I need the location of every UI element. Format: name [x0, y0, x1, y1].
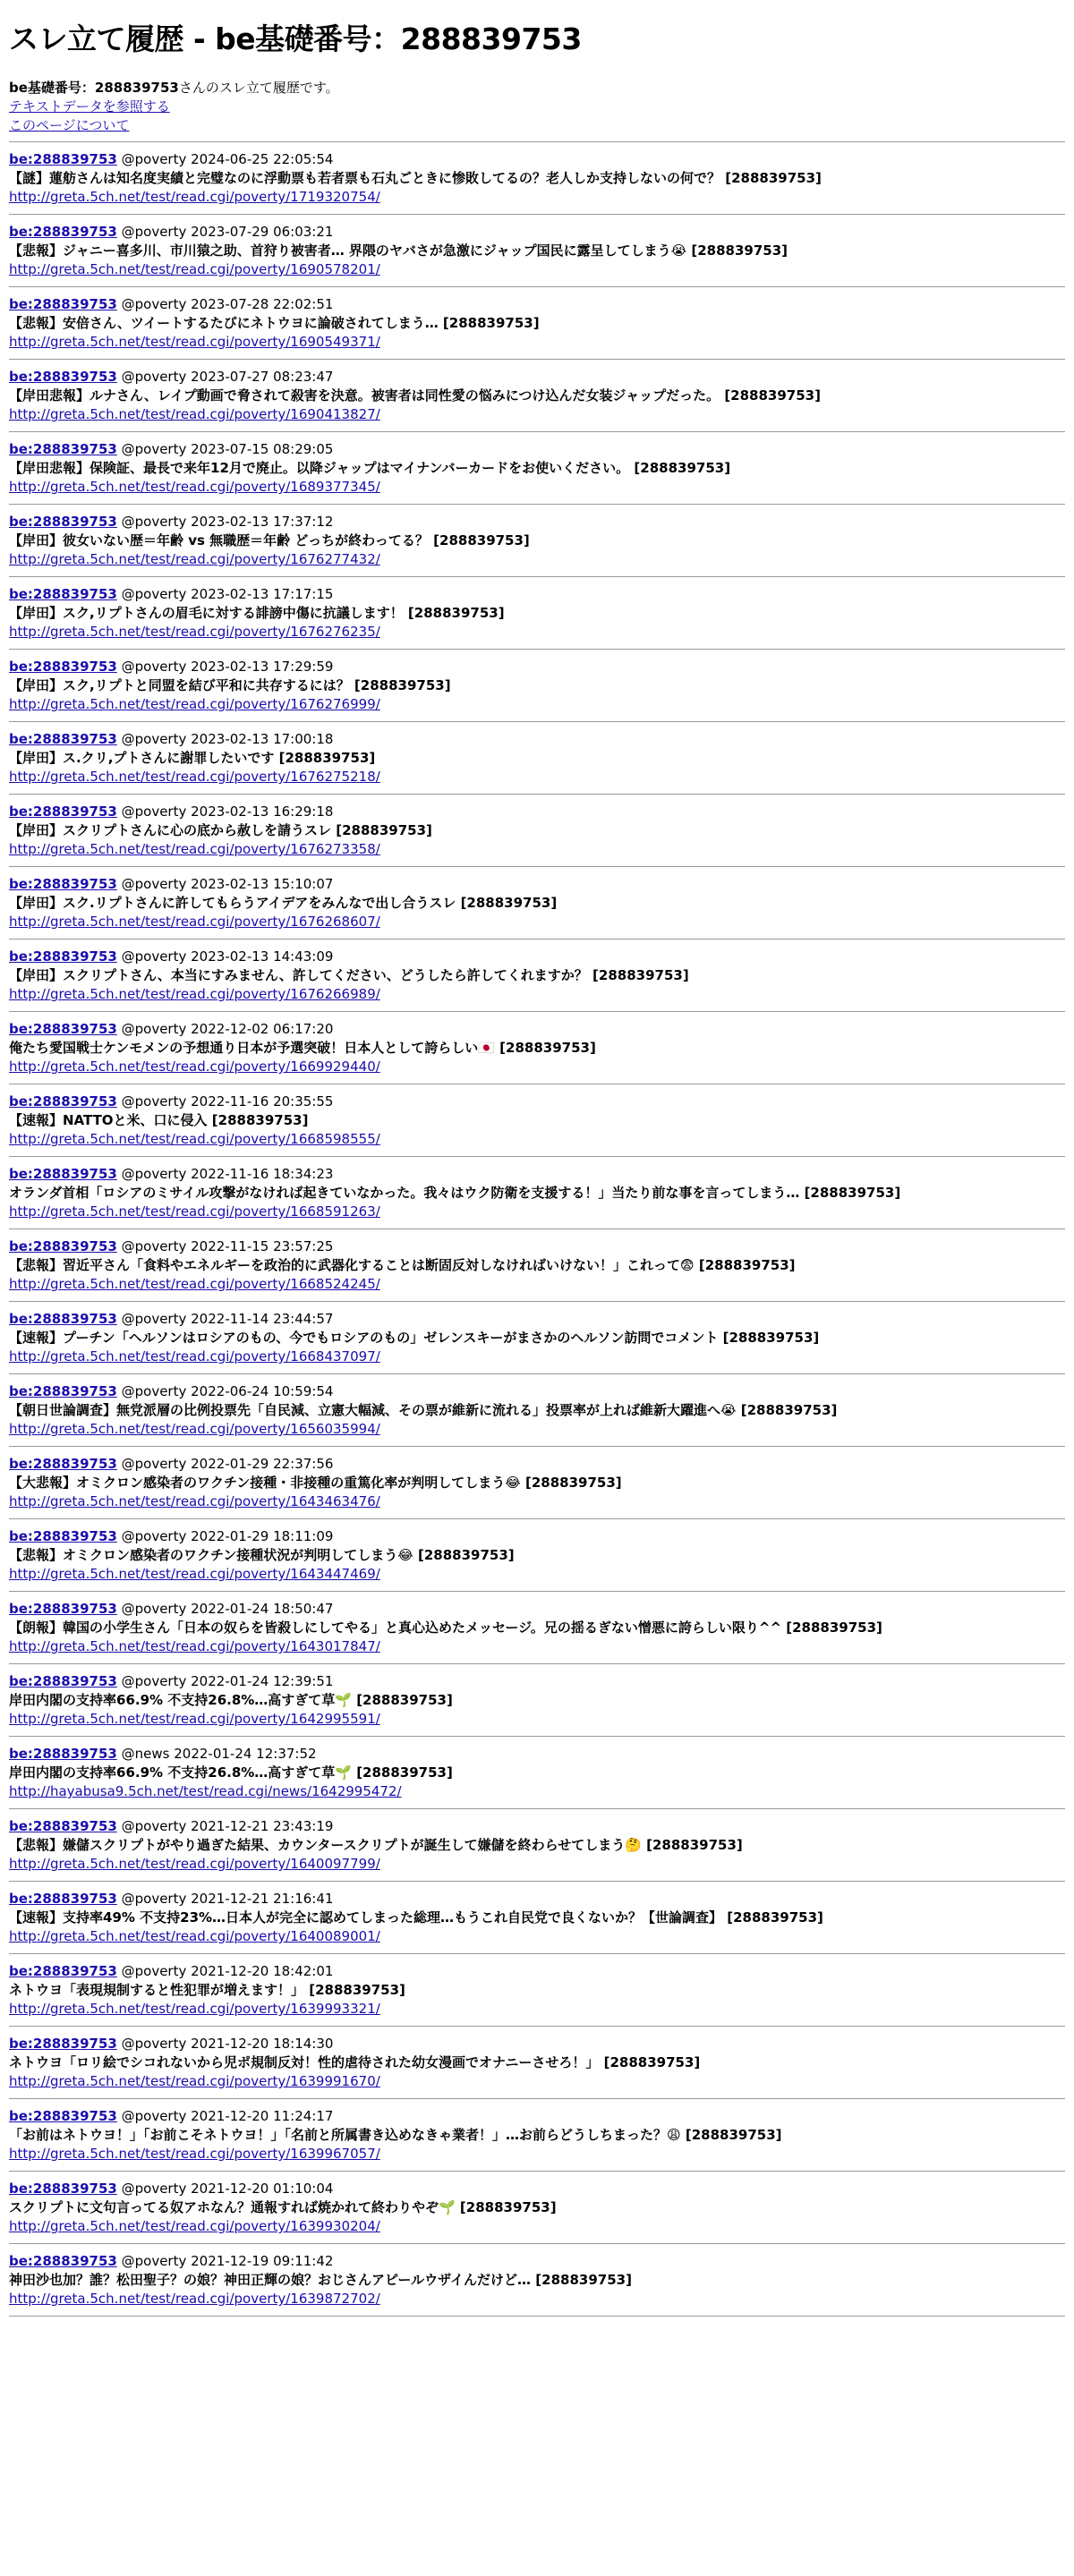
entry-header — [9, 1382, 1065, 1401]
be-id-link[interactable]: be:288839753 — [9, 369, 117, 385]
be-id-link[interactable]: be:288839753 — [9, 803, 117, 820]
entry-header — [9, 1237, 1065, 1256]
divider — [9, 431, 1065, 432]
board-name: @poverty — [121, 1673, 187, 1689]
divider — [9, 1518, 1065, 1519]
entry-header — [9, 1817, 1065, 1836]
list-item — [9, 513, 1065, 569]
divider — [9, 1228, 1065, 1229]
entry-header — [9, 2252, 1065, 2271]
divider — [9, 2171, 1065, 2172]
list-item — [9, 1237, 1065, 1294]
be-id-link[interactable]: be:288839753 — [9, 1746, 117, 1762]
post-date: 2022-11-15 23:57:25 — [191, 1238, 334, 1254]
board-name: @poverty — [121, 1093, 187, 1109]
be-id-link[interactable]: be:288839753 — [9, 1383, 117, 1399]
thread-title: 【速報】プーチン「ヘルソンはロシアのもの、今でもロシアのもの」ゼレンスキーがまさかのヘルソン訪問でコメント [288839753] — [9, 1330, 820, 1346]
list-item — [9, 1310, 1065, 1366]
divider — [9, 504, 1065, 505]
entry-header — [9, 2180, 1065, 2198]
entry-header — [9, 1092, 1065, 1111]
thread-title: 「お前はネトウヨ！」「お前こそネトウヨ！」「名前と所属書き込めなきゃ業者！」…お前らどうしちまった？😩 [288839753] — [9, 2127, 782, 2143]
thread-title: 【岸田】ス.クリ,プトさんに謝罪したいです [288839753] — [9, 750, 376, 766]
thread-url-link[interactable]: http://greta.5ch.net/test/read.cgi/poverty/1689377345/ — [9, 479, 380, 495]
post-date: 2022-01-29 18:11:09 — [191, 1528, 334, 1544]
be-id-link[interactable]: be:288839753 — [9, 1311, 117, 1327]
entry-header — [9, 513, 1065, 531]
post-date: 2022-01-24 12:39:51 — [191, 1673, 334, 1689]
list-item — [9, 803, 1065, 859]
thread-history-list — [9, 150, 1065, 2317]
thread-title: 【朝日世論調査】無党派層の比例投票先「自民減、立憲大幅減、その票が維新に流れる」投票率が上れば維新大躍進へ😭 [288839753] — [9, 1402, 838, 1418]
list-item — [9, 295, 1065, 352]
be-id-link[interactable]: be:288839753 — [9, 1166, 117, 1182]
post-date: 2021-12-21 23:43:19 — [191, 1818, 334, 1834]
thread-url-link[interactable]: http://greta.5ch.net/test/read.cgi/poverty/1676275218/ — [9, 769, 380, 785]
be-id-link[interactable]: be:288839753 — [9, 151, 117, 167]
board-name: @poverty — [121, 1311, 187, 1327]
list-item — [9, 440, 1065, 497]
post-date: 2022-01-24 18:50:47 — [191, 1601, 334, 1617]
be-id-link[interactable]: be:288839753 — [9, 1963, 117, 1979]
intro — [9, 79, 1065, 135]
be-id-link[interactable]: be:288839753 — [9, 1673, 117, 1689]
thread-url-link[interactable]: http://greta.5ch.net/test/read.cgi/poverty/1640089001/ — [9, 1928, 380, 1944]
divider — [9, 794, 1065, 795]
be-id-link[interactable]: be:288839753 — [9, 1601, 117, 1617]
divider — [9, 1736, 1065, 1737]
divider — [9, 141, 1065, 142]
intro-line — [9, 79, 1065, 98]
thread-title: 【岸田】スク.リプトさんに許してもらうアイデアをみんなで出し合うスレ [288839753] — [9, 895, 558, 911]
thread-url-link[interactable]: http://greta.5ch.net/test/read.cgi/poverty/1676276999/ — [9, 696, 380, 712]
list-item — [9, 585, 1065, 642]
entry-header — [9, 368, 1065, 387]
post-date: 2022-11-14 23:44:57 — [191, 1311, 334, 1327]
be-id-link[interactable]: be:288839753 — [9, 1528, 117, 1544]
entry-header — [9, 2107, 1065, 2126]
entry-header — [9, 948, 1065, 966]
divider — [9, 1373, 1065, 1374]
board-name: @poverty — [121, 2036, 187, 2052]
post-date: 2022-01-24 12:37:52 — [174, 1746, 317, 1762]
post-date: 2023-07-29 06:03:21 — [191, 224, 334, 240]
list-item — [9, 368, 1065, 424]
thread-title: 【岸田】彼女いない歴＝年齢 vs 無職歴＝年齢 どっちが終わってる？ [288839753] — [9, 532, 530, 548]
thread-url-link[interactable]: http://greta.5ch.net/test/read.cgi/poverty/1676277432/ — [9, 551, 380, 567]
thread-url-link[interactable]: http://hayabusa9.5ch.net/test/read.cgi/news/1642995472/ — [9, 1783, 402, 1799]
board-name: @poverty — [121, 948, 187, 965]
list-item — [9, 150, 1065, 207]
divider — [9, 576, 1065, 577]
post-date: 2023-02-13 17:17:15 — [191, 586, 334, 602]
post-date: 2021-12-20 01:10:04 — [191, 2181, 334, 2197]
divider — [9, 2098, 1065, 2099]
entry-header — [9, 658, 1065, 676]
list-item — [9, 730, 1065, 786]
entry-header — [9, 150, 1065, 169]
thread-title: 岸田内閣の支持率66.9% 不支持26.8%…高すぎて草🌱 [288839753] — [9, 1764, 453, 1781]
post-date: 2024-06-25 22:05:54 — [191, 151, 334, 167]
list-item — [9, 2252, 1065, 2308]
entry-header — [9, 1962, 1065, 1981]
post-date: 2023-07-28 22:02:51 — [191, 296, 334, 312]
post-date: 2021-12-20 18:14:30 — [191, 2036, 334, 2052]
divider — [9, 1301, 1065, 1302]
divider — [9, 1663, 1065, 1664]
divider — [9, 1591, 1065, 1592]
thread-url-link[interactable]: http://greta.5ch.net/test/read.cgi/poverty/1668591263/ — [9, 1203, 380, 1220]
about-page-link[interactable]: このページについて — [9, 117, 130, 133]
thread-url-link[interactable]: http://greta.5ch.net/test/read.cgi/poverty/1668598555/ — [9, 1131, 380, 1147]
divider — [9, 721, 1065, 722]
thread-title: 【悲報】嫌儲スクリプトがやり過ぎた結果、カウンタースクリプトが誕生して嫌儲を終わらせてしまう🤔 [288839753] — [9, 1837, 743, 1853]
list-item — [9, 2035, 1065, 2091]
entry-header — [9, 1527, 1065, 1546]
divider — [9, 214, 1065, 215]
thread-title: 【岸田】スク,リプトと同盟を結び平和に共存するには？ [288839753] — [9, 677, 451, 693]
thread-title: 岸田内閣の支持率66.9% 不支持26.8%…高すぎて草🌱 [288839753] — [9, 1692, 453, 1708]
thread-url-link[interactable]: http://greta.5ch.net/test/read.cgi/poverty/1676276235/ — [9, 624, 380, 640]
thread-title: 【速報】支持率49% 不支持23%…日本人が完全に認めてしまった総理…もうこれ自民党で良くないか？【世論調査】 [288839753] — [9, 1909, 823, 1926]
be-id-link[interactable]: be:288839753 — [9, 2036, 117, 2052]
list-item — [9, 1020, 1065, 1076]
be-id-link[interactable]: be:288839753 — [9, 1093, 117, 1109]
thread-title: 【岸田】スク,リプトさんの眉毛に対する誹謗中傷に抗議します！ [288839753] — [9, 605, 505, 621]
be-id-link[interactable]: be:288839753 — [9, 2253, 117, 2269]
board-name: @poverty — [121, 586, 187, 602]
board-name: @poverty — [121, 441, 187, 457]
thread-title: ネトウヨ「ロリ絵でシコれないから児ポ規制反対！性的虐待された幼女漫画でオナニーさせろ！」 [288839753] — [9, 2054, 701, 2070]
list-item — [9, 1455, 1065, 1511]
thread-url-link[interactable]: http://greta.5ch.net/test/read.cgi/poverty/1668524245/ — [9, 1276, 380, 1292]
thread-title: 【大悲報】オミクロン感染者のワクチン接種・非接種の重篤化率が判明してしまう😂 [288839753] — [9, 1475, 622, 1491]
post-date: 2021-12-19 09:11:42 — [191, 2253, 334, 2269]
entry-header — [9, 803, 1065, 821]
be-id-link[interactable]: be:288839753 — [9, 2181, 117, 2197]
post-date: 2021-12-21 21:16:41 — [191, 1891, 334, 1907]
divider — [9, 866, 1065, 867]
list-item — [9, 2107, 1065, 2164]
divider — [9, 2316, 1065, 2317]
divider — [9, 359, 1065, 360]
post-date: 2022-11-16 20:35:55 — [191, 1093, 334, 1109]
list-item — [9, 1890, 1065, 1946]
intro-text: さんのスレ立て履歴です。 — [178, 80, 339, 96]
board-name: @poverty — [121, 224, 187, 240]
entry-header — [9, 1455, 1065, 1474]
thread-url-link[interactable]: http://greta.5ch.net/test/read.cgi/poverty/1639967057/ — [9, 2146, 380, 2162]
thread-url-link[interactable]: http://greta.5ch.net/test/read.cgi/poverty/1639993321/ — [9, 2001, 380, 2017]
post-date: 2023-02-13 15:10:07 — [191, 876, 334, 892]
post-date: 2023-02-13 17:00:18 — [191, 731, 334, 747]
thread-title: 【岸田】スクリプトさん、本当にすみません、許してください、どうしたら許してくれますか？ [288839753] — [9, 967, 689, 983]
divider — [9, 1953, 1065, 1954]
entry-header — [9, 875, 1065, 894]
board-name: @poverty — [121, 1021, 187, 1037]
entry-header — [9, 1310, 1065, 1329]
be-id-link[interactable]: be:288839753 — [9, 514, 117, 530]
list-item — [9, 223, 1065, 279]
entry-header — [9, 295, 1065, 314]
entry-header — [9, 1745, 1065, 1764]
list-item — [9, 658, 1065, 714]
board-name: @poverty — [121, 514, 187, 530]
be-id-link[interactable]: be:288839753 — [9, 1238, 117, 1254]
thread-url-link[interactable]: http://greta.5ch.net/test/read.cgi/poverty/1656035994/ — [9, 1421, 380, 1437]
list-item — [9, 1745, 1065, 1801]
divider — [9, 1808, 1065, 1809]
board-name: @poverty — [121, 1528, 187, 1544]
divider — [9, 1156, 1065, 1157]
list-item — [9, 1672, 1065, 1729]
board-name: @poverty — [121, 1238, 187, 1254]
entry-header — [9, 1600, 1065, 1619]
board-name: @poverty — [121, 1456, 187, 1472]
board-name: @poverty — [121, 2253, 187, 2269]
be-id-link[interactable]: be:288839753 — [9, 948, 117, 965]
entry-header — [9, 223, 1065, 242]
thread-title: 神田沙也加？誰？松田聖子？の娘？神田正輝の娘？おじさんアピールウザイんだけど… [288839753] — [9, 2272, 632, 2288]
thread-title: スクリプトに文句言ってる奴アホなん？通報すれば焼かれて終わりやぞ🌱 [288839753] — [9, 2199, 557, 2215]
entry-header — [9, 1890, 1065, 1909]
board-name: @poverty — [121, 1891, 187, 1907]
list-item — [9, 875, 1065, 931]
board-name: @poverty — [121, 151, 187, 167]
board-name: @poverty — [121, 1601, 187, 1617]
post-date: 2022-01-29 22:37:56 — [191, 1456, 334, 1472]
post-date: 2023-07-27 08:23:47 — [191, 369, 334, 385]
intro-be-number: be基礎番号：288839753 — [9, 80, 179, 96]
be-id-link[interactable]: be:288839753 — [9, 441, 117, 457]
entry-header — [9, 2035, 1065, 2053]
board-name: @poverty — [121, 731, 187, 747]
entry-header — [9, 1020, 1065, 1039]
be-id-link[interactable]: be:288839753 — [9, 586, 117, 602]
thread-url-link[interactable]: http://greta.5ch.net/test/read.cgi/poverty/1643447469/ — [9, 1566, 380, 1582]
thread-url-link[interactable]: http://greta.5ch.net/test/read.cgi/poverty/1690578201/ — [9, 261, 380, 277]
board-name: @poverty — [121, 2181, 187, 2197]
thread-title: 【悲報】オミクロン感染者のワクチン接種状況が判明してしまう😂 [288839753] — [9, 1547, 515, 1563]
be-id-link[interactable]: be:288839753 — [9, 731, 117, 747]
post-date: 2023-02-13 14:43:09 — [191, 948, 334, 965]
post-date: 2021-12-20 18:42:01 — [191, 1963, 334, 1979]
thread-title: 【岸田】スクリプトさんに心の底から赦しを請うスレ [288839753] — [9, 822, 432, 838]
be-id-link[interactable]: be:288839753 — [9, 876, 117, 892]
be-id-link[interactable]: be:288839753 — [9, 1456, 117, 1472]
divider — [9, 1446, 1065, 1447]
list-item — [9, 1600, 1065, 1656]
be-id-link[interactable]: be:288839753 — [9, 296, 117, 312]
entry-header — [9, 1672, 1065, 1691]
thread-url-link[interactable]: http://greta.5ch.net/test/read.cgi/poverty/1639991670/ — [9, 2073, 380, 2089]
be-id-link[interactable]: be:288839753 — [9, 1891, 117, 1907]
thread-url-link[interactable]: http://greta.5ch.net/test/read.cgi/poverty/1676266989/ — [9, 986, 380, 1002]
thread-url-link[interactable]: http://greta.5ch.net/test/read.cgi/poverty/1669929440/ — [9, 1058, 380, 1075]
be-id-link[interactable]: be:288839753 — [9, 1818, 117, 1834]
be-id-link[interactable]: be:288839753 — [9, 1021, 117, 1037]
board-name: @poverty — [121, 1166, 187, 1182]
post-date: 2023-02-13 17:29:59 — [191, 659, 334, 675]
board-name: @poverty — [121, 803, 187, 820]
be-id-link[interactable]: be:288839753 — [9, 224, 117, 240]
divider — [9, 1881, 1065, 1882]
board-name: @poverty — [121, 1818, 187, 1834]
thread-title: 俺たち愛国戦士ケンモメンの予想通り日本が予選突破！日本人として誇らしい🇯🇵 [288839753] — [9, 1040, 596, 1056]
text-data-link[interactable]: テキストデータを参照する — [9, 98, 170, 115]
thread-title: 【岸田悲報】ルナさん、レイプ動画で脅されて殺害を決意。被害者は同性愛の悩みにつけ込んだ女装ジャップだった。 [288839753] — [9, 387, 821, 404]
divider — [9, 649, 1065, 650]
thread-url-link[interactable]: http://greta.5ch.net/test/read.cgi/poverty/1639872702/ — [9, 2291, 380, 2307]
board-name: @poverty — [121, 1963, 187, 1979]
thread-url-link[interactable]: http://greta.5ch.net/test/read.cgi/poverty/1643463476/ — [9, 1493, 380, 1509]
board-name: @poverty — [121, 659, 187, 675]
list-item — [9, 948, 1065, 1004]
thread-title: 【悲報】習近平さん「食料やエネルギーを政治的に武器化することは断固反対しなければいけない！」これって😨 [288839753] — [9, 1257, 796, 1273]
list-item — [9, 1527, 1065, 1584]
thread-title: 【速報】NATTOと米、口に侵入 [288839753] — [9, 1112, 309, 1128]
list-item — [9, 1092, 1065, 1149]
entry-header — [9, 440, 1065, 459]
thread-title: 【朗報】韓国の小学生さん「日本の奴らを皆殺しにしてやる」と真心込めたメッセージ。兄の揺るぎない憎悪に誇らしい限り^^ [288839753] — [9, 1620, 882, 1636]
list-item — [9, 1817, 1065, 1874]
board-name: @poverty — [121, 369, 187, 385]
thread-title: 【岸田悲報】保険証、最長で来年12月で廃止。以降ジャップはマイナンバーカードをお使いください。 [288839753] — [9, 460, 731, 476]
list-item — [9, 1962, 1065, 2019]
divider — [9, 1011, 1065, 1012]
thread-title: オランダ首相「ロシアのミサイル攻撃がなければ起きていなかった。我々はウク防衛を支援する！」当たり前な事を言ってしまう… [288839753] — [9, 1185, 901, 1201]
board-name: @poverty — [121, 1383, 187, 1399]
thread-url-link[interactable]: http://greta.5ch.net/test/read.cgi/poverty/1690413827/ — [9, 406, 380, 422]
post-date: 2022-12-02 06:17:20 — [191, 1021, 334, 1037]
board-name: @poverty — [121, 2108, 187, 2124]
thread-url-link[interactable]: http://greta.5ch.net/test/read.cgi/poverty/1719320754/ — [9, 189, 380, 205]
thread-url-link[interactable]: http://greta.5ch.net/test/read.cgi/poverty/1642995591/ — [9, 1711, 380, 1727]
list-item — [9, 2180, 1065, 2236]
post-date: 2023-02-13 17:37:12 — [191, 514, 334, 530]
divider — [9, 2026, 1065, 2027]
thread-title: 【謎】蓮舫さんは知名度実績と完璧なのに浮動票も若者票も石丸ごときに惨敗してるの？老人しか支持しないの何で？ [288839753] — [9, 170, 822, 186]
thread-url-link[interactable]: http://greta.5ch.net/test/read.cgi/poverty/1690549371/ — [9, 334, 380, 350]
thread-title: ネトウヨ「表現規制すると性犯罪が増えます！」 [288839753] — [9, 1982, 405, 1998]
post-date: 2023-07-15 08:29:05 — [191, 441, 334, 457]
board-name: @poverty — [121, 296, 187, 312]
be-id-link[interactable]: be:288839753 — [9, 659, 117, 675]
post-date: 2022-06-24 10:59:54 — [191, 1383, 334, 1399]
divider — [9, 286, 1065, 287]
entry-header — [9, 585, 1065, 604]
board-name: @poverty — [121, 876, 187, 892]
page-title: スレ立て履歴 - be基礎番号：288839753 — [9, 21, 582, 56]
post-date: 2022-11-16 18:34:23 — [191, 1166, 334, 1182]
entry-header — [9, 1165, 1065, 1184]
thread-url-link[interactable]: http://greta.5ch.net/test/read.cgi/poverty/1640097799/ — [9, 1856, 380, 1872]
board-name: @news — [121, 1746, 170, 1762]
thread-title: 【悲報】安倍さん、ツイートするたびにネトウヨに論破されてしまう… [288839753] — [9, 315, 540, 331]
divider — [9, 2243, 1065, 2244]
thread-url-link[interactable]: http://greta.5ch.net/test/read.cgi/poverty/1676268607/ — [9, 914, 380, 930]
post-date: 2021-12-20 11:24:17 — [191, 2108, 334, 2124]
list-item — [9, 1165, 1065, 1221]
thread-url-link[interactable]: http://greta.5ch.net/test/read.cgi/poverty/1676273358/ — [9, 841, 380, 857]
list-item — [9, 1382, 1065, 1439]
thread-title: 【悲報】ジャニー喜多川、市川猿之助、首狩り被害者… 界隈のヤバさが急激にジャップ国民に露呈してしまう😭 [288839753] — [9, 242, 788, 259]
post-date: 2023-02-13 16:29:18 — [191, 803, 334, 820]
be-id-link[interactable]: be:288839753 — [9, 2108, 117, 2124]
entry-header — [9, 730, 1065, 749]
thread-url-link[interactable]: http://greta.5ch.net/test/read.cgi/poverty/1643017847/ — [9, 1638, 380, 1654]
thread-url-link[interactable]: http://greta.5ch.net/test/read.cgi/poverty/1668437097/ — [9, 1348, 380, 1365]
thread-url-link[interactable]: http://greta.5ch.net/test/read.cgi/poverty/1639930204/ — [9, 2218, 380, 2234]
